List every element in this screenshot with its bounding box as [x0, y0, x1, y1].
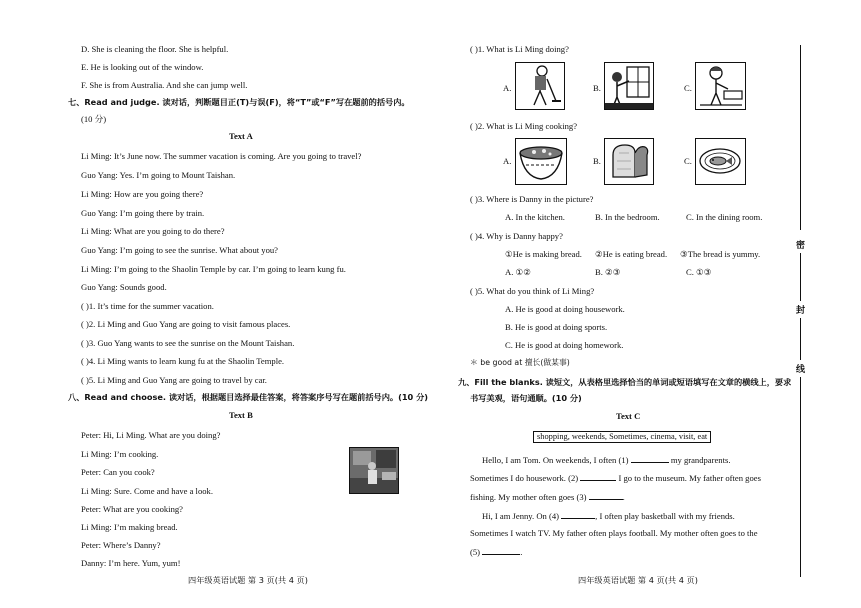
- q4-reason-1: ①He is making bread.: [505, 249, 582, 259]
- dialogue-a-line: Guo Yang: Yes. I’m going to Mount Taishan.: [81, 170, 236, 180]
- judge-item-1[interactable]: ( )1. It’s time for the summer vacation.: [81, 301, 214, 311]
- q2-label-c: C.: [684, 156, 692, 166]
- judge-item-5[interactable]: ( )5. Li Ming and Guo Yang are going to travel by car.: [81, 375, 267, 385]
- question-4[interactable]: ( )4. Why is Danny happy?: [470, 231, 563, 241]
- seal-line: [800, 318, 801, 360]
- blank-3[interactable]: [589, 492, 623, 500]
- passage-line: Hi, I am Jenny. On (4) , I often play basketball with my friends.: [482, 511, 735, 521]
- q2-label-b: B.: [593, 156, 601, 166]
- page-3-footer: 四年级英语试题 第 3 页(共 4 页): [188, 575, 308, 585]
- passage-line: Sometimes I watch TV. My father often plays football. My mother often goes to the: [470, 528, 758, 538]
- question-3[interactable]: ( )3. Where is Danny in the picture?: [470, 194, 594, 204]
- dialogue-a-line: Li Ming: How are you going there?: [81, 189, 204, 199]
- q5-option-c[interactable]: C. He is good at doing homework.: [505, 340, 624, 350]
- q1-label-b: B.: [593, 83, 601, 93]
- question-2[interactable]: ( )2. What is Li Ming cooking?: [470, 121, 578, 131]
- seal-char-xian: 线: [796, 365, 806, 375]
- option-e: E. He is looking out of the window.: [81, 62, 204, 72]
- cooking-picture[interactable]: [695, 62, 746, 110]
- dialogue-a-line: Guo Yang: Sounds good.: [81, 282, 167, 292]
- seal-line: [800, 45, 801, 230]
- window-cleaning-picture[interactable]: [604, 62, 654, 110]
- q1-label-a: A.: [503, 83, 512, 93]
- q4-reason-3: ③The bread is yummy.: [680, 249, 761, 259]
- blank-1[interactable]: [631, 455, 669, 463]
- seal-char-feng: 封: [796, 306, 806, 316]
- q4-option-a[interactable]: A. ①②: [505, 267, 531, 277]
- passage-line: (5) .: [470, 547, 523, 557]
- passage-line: Sometimes I do housework. (2) I go to the museum. My father often goes: [470, 473, 761, 483]
- q3-option-c[interactable]: C. In the dining room.: [686, 212, 763, 222]
- bread-picture[interactable]: [604, 138, 654, 185]
- dialogue-b-line: Danny: I’m here. Yum, yum!: [81, 558, 181, 568]
- note: ＊ be good at 擅长(做某事): [470, 358, 570, 367]
- option-d: D. She is cleaning the floor. She is helpful.: [81, 44, 229, 54]
- dialogue-b-line: Peter: Can you cook?: [81, 467, 155, 477]
- dialogue-a-line: Li Ming: It’s June now. The summer vacation is coming. Are you going to travel?: [81, 151, 362, 161]
- page-4-footer: 四年级英语试题 第 4 页(共 4 页): [578, 575, 698, 585]
- dialogue-b-line: Li Ming: I’m making bread.: [81, 522, 178, 532]
- seal-char-mi: 密: [796, 241, 806, 251]
- judge-item-4[interactable]: ( )4. Li Ming wants to learn kung fu at the Shaolin Temple.: [81, 356, 285, 366]
- dialogue-b-line: Peter: Hi, Li Ming. What are you doing?: [81, 430, 221, 440]
- text-c-title: Text C: [616, 411, 641, 421]
- q5-option-a[interactable]: A. He is good at doing housework.: [505, 304, 625, 314]
- q4-option-b[interactable]: B. ②③: [595, 267, 621, 277]
- text-b-title: Text B: [229, 410, 253, 420]
- text-a-title: Text A: [229, 131, 253, 141]
- dialogue-b-line: Li Ming: Sure. Come and have a look.: [81, 486, 213, 496]
- q1-label-c: C.: [684, 83, 692, 93]
- soup-picture[interactable]: [515, 138, 567, 185]
- dialogue-a-line: Li Ming: I’m going to the Shaolin Temple by car. I’m going to learn kung fu.: [81, 264, 346, 274]
- question-5[interactable]: ( )5. What do you think of Li Ming?: [470, 286, 595, 296]
- section-8-heading: 八、Read and choose. 读对话，根据题目选择最佳答案，将答案序号写在题前括号内。(10 分): [68, 392, 429, 402]
- q4-option-c[interactable]: C. ①③: [686, 267, 712, 277]
- dialogue-b-line: Peter: What are you cooking?: [81, 504, 183, 514]
- blank-5[interactable]: [482, 547, 520, 555]
- q3-option-a[interactable]: A. In the kitchen.: [505, 212, 565, 222]
- seal-line: [800, 377, 801, 577]
- section-7-score: (10 分): [81, 114, 107, 124]
- blank-2[interactable]: [580, 473, 616, 481]
- dialogue-b-line: Li Ming: I’m cooking.: [81, 449, 159, 459]
- judge-item-3[interactable]: ( )3. Guo Yang wants to see the sunrise on the Mount Taishan.: [81, 338, 295, 348]
- section-9-heading-line-2: 书写美观，语句通顺。(10 分): [470, 393, 582, 403]
- question-1[interactable]: ( )1. What is Li Ming doing?: [470, 44, 569, 54]
- q5-option-b[interactable]: B. He is good at doing sports.: [505, 322, 608, 332]
- passage-line: Hello, I am Tom. On weekends, I often (1) my grandparents.: [482, 455, 731, 465]
- section-9-heading: 九、Fill the blanks. 读短文，从表格里选择恰当的单词或短语填写在文章的横线上，要求: [458, 377, 792, 387]
- q2-label-a: A.: [503, 156, 512, 166]
- passage-line: fishing. My mother often goes (3) .: [470, 492, 625, 502]
- kitchen-photo: [349, 447, 399, 494]
- word-box: shopping, weekends, Sometimes, cinema, visit, eat: [533, 431, 711, 443]
- dialogue-b-line: Peter: Where’s Danny?: [81, 540, 161, 550]
- q3-option-b[interactable]: B. In the bedroom.: [595, 212, 660, 222]
- dialogue-a-line: Guo Yang: I’m going to see the sunrise. What about you?: [81, 245, 278, 255]
- dialogue-a-line: Guo Yang: I’m going there by train.: [81, 208, 205, 218]
- sweeping-picture[interactable]: [515, 62, 565, 110]
- dialogue-a-line: Li Ming: What are you going to do there?: [81, 226, 225, 236]
- option-f: F. She is from Australia. And she can jump well.: [81, 80, 248, 90]
- seal-line: [800, 253, 801, 301]
- fish-dish-picture[interactable]: [695, 138, 746, 185]
- judge-item-2[interactable]: ( )2. Li Ming and Guo Yang are going to visit famous places.: [81, 319, 291, 329]
- blank-4[interactable]: [561, 511, 595, 519]
- section-7-heading: 七、Read and judge. 读对话，判断题目正(T)与误(F)，将“T”或“F”写在题前的括号内。: [68, 97, 410, 107]
- q4-reason-2: ②He is eating bread.: [595, 249, 668, 259]
